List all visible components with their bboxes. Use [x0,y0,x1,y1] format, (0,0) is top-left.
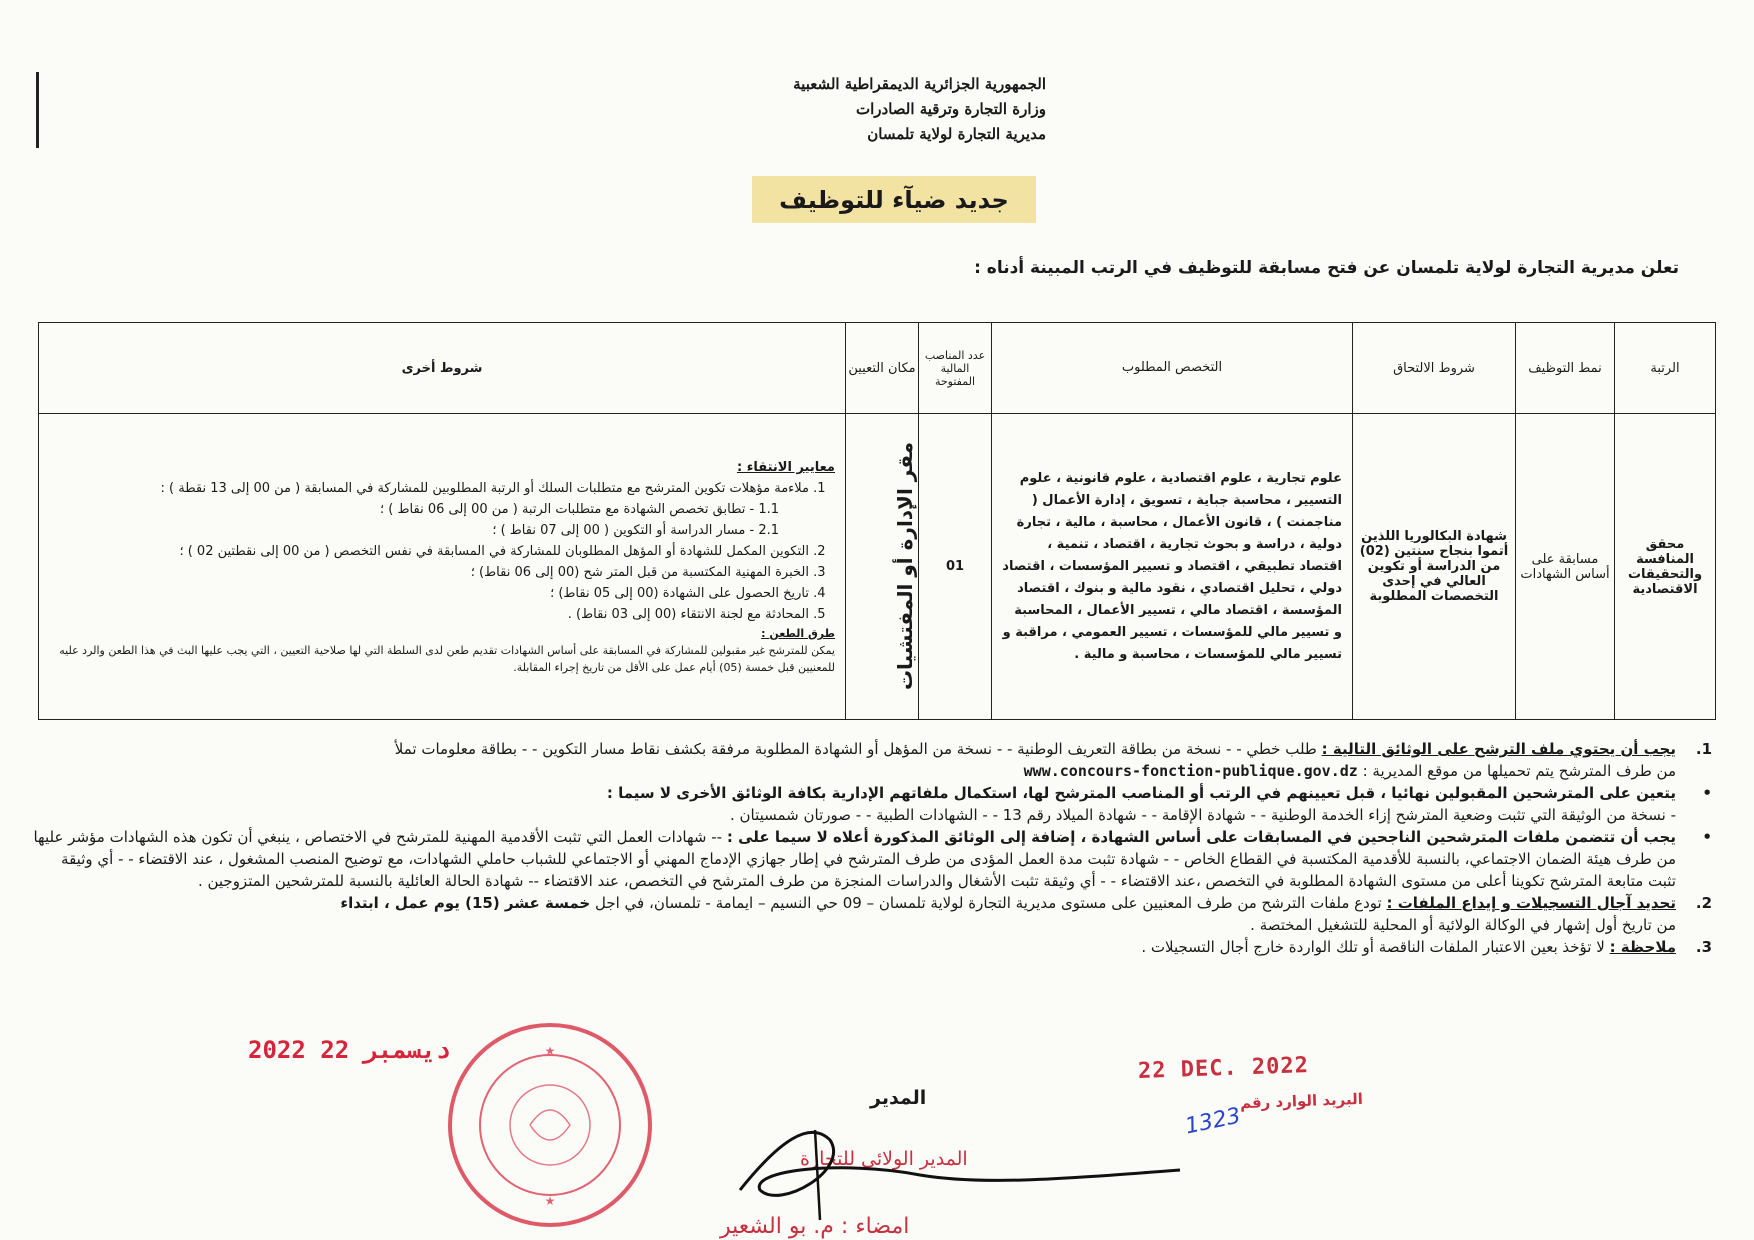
list-item [49,478,809,541]
incoming-mail-stamp: البريد الوارد رقم [1239,1089,1364,1113]
list-item: 2. التكوين المكمل للشهادة أو المؤهل المطلوبان للمشاركة في المسابقة في نفس التخصص ( من 00 إلى نقطتين 02 ) ؛ [49,541,809,562]
appeal-title: طرق الطعن : [761,627,835,640]
received-date-stamp: 22 DEC. 2022 [1137,1053,1310,1084]
bullet-2 [32,826,1712,892]
cell-conditions: شهادة البكالوريا اللذين أتموا بنجاح سنتين (02) من الدراسة أو تكوين العالي في إحدى التخصصات المطلوبة [1353,414,1516,720]
col-positions: عدد المناصب المالية المفتوحة [919,323,992,414]
col-rank: الرتبة [1615,323,1716,414]
criteria-sub-1: 1.1 - تطابق تخصص الشهادة مع متطلبات الرتبة ( من 00 إلى 06 نقاط ) ؛ [380,502,779,517]
cell-specialty: علوم تجارية ، علوم اقتصادية ، علوم قانونية ، علوم التسيير ، محاسبة جباية ، تسويق ، إدارة الأعمال ( مناجمنت ) ، قانون الأعمال ، محاسبة ، مالية ، تجارة دولية ، دراسة و بحوث تجارية ، اقتصاد ، تنمية ، اقتصاد تطبيقي ، اقتصاد و تسيير المؤسسات ، اقتصاد دولي ، تحليل اقتصادي ، نقود مالية و بنوك ، اقتصاد المؤسسة ، اقتصاد مالي ، تسيير الأعمال ، المحاسبة و تسيير مالي للمؤسسات ، تسيير العمومي ، مراقبة و تسيير مالي للمؤسسات ، محاسبة و مالية . [992,414,1353,720]
table-row [39,414,1716,720]
note-2-heading: تحديد آجال التسجيلات و إيداع الملفات : [1386,894,1676,912]
bullet-1-body: - نسخة من الوثيقة التي تثبت وضعية المترشح إزاء الخدمة الوطنية - - شهادة الإقامة - - شهادة الميلاد رقم 13 - - الشهادات الطبية - - صورتان شمسيتان . [729,806,1676,824]
note-1 [32,738,1712,782]
official-seal-icon [440,1015,660,1235]
mail-number: 1323 [1183,1103,1243,1140]
bullet-1 [32,782,1712,826]
place-text: مقر الإدارة أو المفتشيات [893,442,917,691]
svg-text:★: ★ [544,1044,556,1058]
bullet-dot: • [1702,828,1712,846]
header-line-directorate: مديرية التجارة لولاية تلمسان [867,125,1046,143]
bullet-2-heading: يجب أن تتضمن ملفات المترشحين الناجحين في المسابقات على أساس الشهادة ، إضافة إلى الوثائق المذكورة أعلاه لا سيما على : [726,828,1676,846]
col-place: مكان التعيين [846,323,919,414]
page-title: جديد ضيآء للتوظيف [752,176,1036,223]
list-item: 3. الخبرة المهنية المكتسبة من قبل المتر شح (00 إلى 06 نقاط) ؛ [49,562,809,583]
signature-title: المدير الولائي للتجارة [800,1148,968,1170]
note-3-body: لا تؤخذ بعين الاعتبار الملفات الناقصة أو تلك الواردة خارج أجال التسجيلات . [1141,938,1605,956]
col-specialty: التخصص المطلوب [992,323,1353,414]
col-conditions: شروط الالتحاق [1353,323,1516,414]
directorate-url: www.concours-fonction-publique.gov.dz [1023,762,1358,780]
svg-text:★: ★ [544,1194,556,1208]
note-1-body2: من طرف المترشح يتم تحميلها من موقع المديرية : [1362,762,1676,780]
header-block [736,72,1046,147]
intro-text: تعلن مديرية التجارة لولاية تلمسان عن فتح مسابقة للتوظيف في الرتب المبينة أدناه : [974,258,1679,278]
note-2-deadline: خمسة عشر (15) يوم عمل ، ابتداء [340,894,591,912]
note-1-body: طلب خطي - - نسخة من بطاقة التعريف الوطنية - - نسخة من المؤهل أو الشهادة المطلوبة مرفقة بكشف نقاط مسار التكوين - - بطاقة معلومات تملأ [394,740,1317,758]
cell-positions: 01 [919,414,992,720]
bullet-dot: • [1702,784,1712,802]
margin-bar [36,72,39,148]
cell-mode: مسابقة على أساس الشهادات [1516,414,1615,720]
list-item: 5. المحادثة مع لجنة الانتقاء (00 إلى 03 نقاط) . [49,604,809,625]
table-header-row [39,323,1716,414]
cell-rank: محقق المنافسة والتحقيقات الاقتصادية [1615,414,1716,720]
signature-icon [720,1100,1200,1240]
appeal-text: يمكن للمترشح غير مقبولين للمشاركة في المسابقة على أساس الشهادات تقديم طعن لدى السلطة التي لها صلاحية التعيين ، التي يجب عليها البث في هذا الطعن والرد عليه للمعنيين قبل خمسة (05) أيام عمل على الأقل من تاريخ إجراء المقابلة. [59,644,835,674]
criteria-1: ملاءمة مؤهلات تكوين المترشح مع متطلبات السلك أو الرتبة المطلوبين للمشاركة في المسابقة ( من 00 إلى 13 نقطة ) : [160,481,809,496]
criteria-title: معايير الانتقاء : [736,460,835,475]
col-other: شروط أخرى [39,323,846,414]
notes-block [32,738,1712,958]
cell-place [846,414,919,720]
criteria-sub-2: 2.1 - مسار الدراسة أو التكوين ( 00 إلى 07 نقاط ) ؛ [492,523,779,538]
note-1-number: 1. [1695,740,1712,758]
header-line-ministry: وزارة التجارة وترقية الصادرات [855,100,1046,118]
note-3-heading: ملاحظة : [1609,938,1676,956]
note-3 [32,936,1712,958]
recruitment-table [38,322,1716,720]
note-2-number: 2. [1695,894,1712,912]
note-2-body2: من تاريخ أول إشهار في الوكالة الولائية أو المحلية للتشغيل المختصة . [1250,916,1676,934]
criteria-list [49,478,835,625]
note-2-body: تودع ملفات الترشح من طرف المعنيين على مستوى مديرية التجارة لولاية تلمسان – 09 حي النسيم – ايمامة - تلمسان، في اجل [594,894,1382,912]
cell-other [39,414,846,720]
handwritten-date: 2022 ديسمبر 22 [248,1036,451,1064]
note-2 [32,892,1712,936]
bullet-1-heading: يتعين على المترشحين المقبولين نهائيا ، قبل تعيينهم في الرتب أو المناصب المترشح لها، استكمال ملفاتهم الإدارية بكافة الوثائق الأخرى لا سيما : [606,784,1676,802]
note-1-heading: يجب أن يحتوي ملف الترشح على الوثائق التالية : [1321,740,1676,758]
director-title: المدير [870,1087,927,1109]
list-item: 4. تاريخ الحصول على الشهادة (00 إلى 05 نقاط) ؛ [49,583,809,604]
col-mode: نمط التوظيف [1516,323,1615,414]
signature-name: امضاء : م. بو الشعير [720,1214,910,1239]
note-3-number: 3. [1695,938,1712,956]
bullet-2-body: -- شهادات العمل التي تثبت الأقدمية المهنية للمترشح في الاختصاص ، ينبغي أن تكون هذه الشهادات مؤشر عليها من طرف هيئة الضمان الاجتماعي، بالنسبة للأقدمية المكتسبة في القطاع الخاص - - شهادة تثبت مدة العمل المؤدى من طرف المترشح في إطار جهازي الإدماج المهني أو الاجتماعي للشباب حاملي الشهادات، مع توضيح المنصب المشغول ، عند الاقتضاء - - أي وثيقة تثبت متابعة المترشح تكوينا أعلى من مستوى الشهادة المطلوبة في التخصص ،عند الاقتضاء - - أي وثيقة تثبت الأشغال والدراسات المنجزة من طرف المترشح في التخصص، عند الاقتضاء -- شهادة الحالة العائلية بالنسبة للمترشحين المتزوجين . [33,828,1676,890]
header-line-republic: الجمهورية الجزائرية الديمقراطية الشعبية [793,75,1046,93]
